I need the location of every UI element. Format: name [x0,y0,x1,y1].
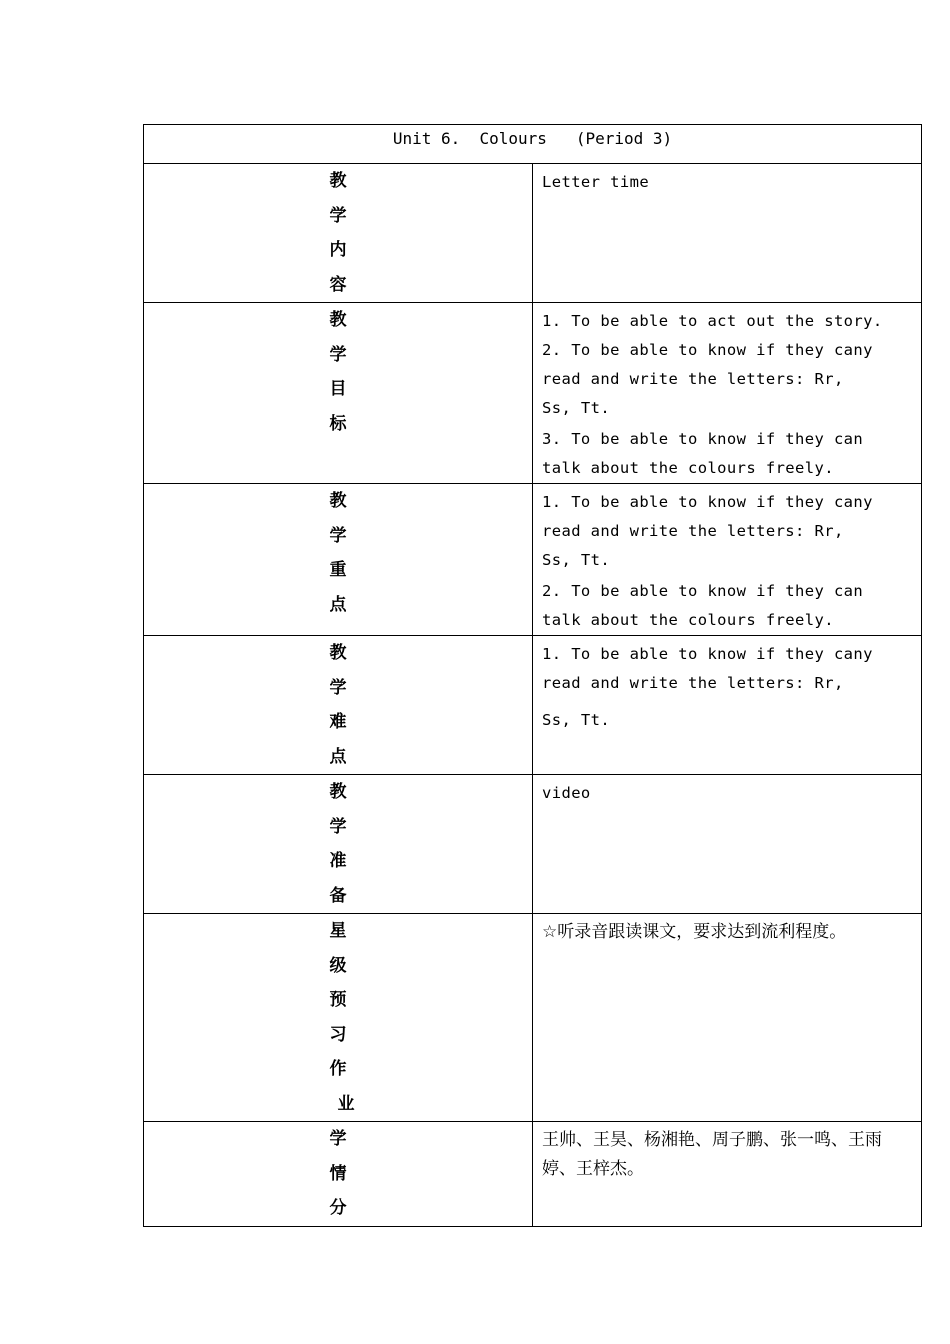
table-row [144,914,922,1122]
teaching-content-cell [533,164,922,303]
content-line: 1. To be able to know if they cany read and write the letters: Rr, [542,493,873,540]
table-row [144,303,922,484]
table-row [144,636,922,775]
content-line: video [542,784,591,802]
row-label-student-analysis: 学 情 分 [144,1122,533,1227]
row-label-teaching-preparation: 教 学 准 备 [144,775,533,914]
content-line: ☆听录音跟读课文，要求达到流利程度。 [542,922,847,942]
content-line: Ss, Tt. [542,711,611,729]
content-line: 1. To be able to act out the story. [542,312,883,330]
row-label-teaching-content: 教 学 内 容 [144,164,533,303]
content-line: 2. To be able to know if they can talk about the colours freely. [542,582,864,629]
content-line: 王帅、王昊、杨湘艳、周子鹏、张一鸣、王雨婷、王梓杰。 [542,1130,882,1179]
student-analysis-cell [533,1122,922,1227]
table-row [144,164,922,303]
teaching-preparation-cell [533,775,922,914]
content-line: 2. To be able to know if they cany read and write the letters: Rr, [542,341,873,388]
content-line: Letter time [542,173,650,191]
content-line: Ss, Tt. [542,399,611,417]
content-line: 1. To be able to know if they cany read and write the letters: Rr, [542,645,873,692]
teaching-focus-cell [533,484,922,636]
row-label-preview-homework: 星 级 预 习 作 业 [144,914,533,1122]
table-row [144,775,922,914]
table-row [144,1122,922,1227]
lesson-title: Unit 6. Colours (Period 3) [144,125,922,164]
preview-homework-cell [533,914,922,1122]
content-line: Ss, Tt. [542,551,611,569]
lesson-plan-table [143,124,922,1227]
teaching-objectives-cell [533,303,922,484]
title-row [144,125,922,164]
row-label-teaching-objectives: 教 学 目 标 [144,303,533,484]
table-row [144,484,922,636]
row-label-teaching-difficulties: 教 学 难 点 [144,636,533,775]
teaching-difficulties-cell [533,636,922,775]
content-line: 3. To be able to know if they can talk about the colours freely. [542,430,864,477]
row-label-teaching-focus: 教 学 重 点 [144,484,533,636]
